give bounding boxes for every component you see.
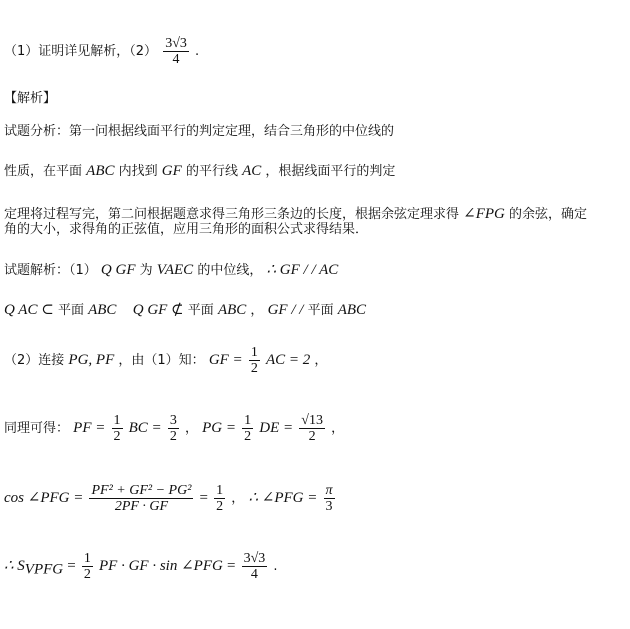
solution-line-3 [4, 345, 327, 376]
frac-den: 2 [250, 361, 258, 376]
frac-num: 1 [113, 413, 121, 428]
solution-line-2 [4, 302, 366, 319]
fraction [249, 345, 260, 376]
text: 平面 [187, 303, 214, 318]
fraction [214, 483, 225, 514]
frac-num: PF² + GF² − PG² [91, 483, 192, 498]
math: Q GF ⊄ [132, 302, 184, 318]
solution-line-5 [4, 483, 337, 514]
frac-den: 2 [216, 499, 224, 514]
math-subscript: VPFG [24, 561, 64, 578]
math: GF / / [267, 302, 304, 318]
text: ， [331, 421, 345, 436]
solution-line-6 [4, 551, 278, 582]
math: Q GF [100, 262, 136, 278]
math: PF = [73, 420, 106, 436]
math: ABC [88, 302, 117, 318]
text: （2）连接 [4, 353, 65, 368]
answer-part1: （1）证明详见解析，（2） [4, 44, 158, 59]
frac-num: 1 [83, 551, 91, 566]
fraction [82, 551, 93, 582]
fraction [324, 483, 335, 514]
math: ABC [337, 302, 367, 318]
math: VAEC [156, 262, 194, 278]
answer-frac-den: 4 [172, 52, 180, 67]
fraction [112, 413, 123, 444]
analysis-line-4: 角的大小，求得角的正弦值，应用三角形的面积公式求得结果． [4, 222, 369, 237]
analysis-line-2 [4, 163, 395, 180]
text: ， [184, 421, 198, 436]
frac-num: 3√3 [243, 551, 266, 566]
fraction [242, 413, 253, 444]
math: ∴ ∠PFG = [248, 490, 318, 506]
text: 同理可得： [4, 421, 70, 436]
math: ∴ S [4, 558, 25, 574]
frac-den: 2 [83, 567, 91, 582]
math: AC [242, 163, 262, 179]
math: Q AC ⊂ [4, 302, 54, 318]
text: 平面 [57, 303, 84, 318]
frac-num: 1 [244, 413, 252, 428]
text: ， [231, 491, 245, 506]
frac-num: 1 [250, 345, 258, 360]
math: GF = [208, 352, 243, 368]
text: 定理将过程写完，第二问根据题意求得三角形三条边的长度，根据余弦定理求得 [4, 207, 460, 222]
solution-line-4 [4, 413, 344, 444]
math: cos ∠PFG = [4, 490, 84, 506]
text: 的平行线 [185, 164, 238, 179]
frac-den: 3 [325, 499, 333, 514]
frac-den: 2 [169, 429, 177, 444]
text: 的余弦，确定 [509, 207, 588, 222]
text: ，由（1）知： [118, 353, 205, 368]
math: PG = [202, 420, 236, 436]
frac-num: 1 [216, 483, 224, 498]
analysis-heading: 【解析】 [4, 91, 57, 106]
text: 为 [139, 263, 153, 278]
fraction [242, 551, 268, 582]
answer-line [4, 36, 199, 67]
math: BC = [128, 420, 162, 436]
fraction [168, 413, 179, 444]
frac-num: √13 [301, 413, 323, 428]
math: = [199, 490, 209, 506]
text: ，根据线面平行的判定 [265, 164, 396, 179]
answer-fraction [163, 36, 189, 67]
fraction [299, 413, 325, 444]
text: ， [250, 303, 264, 318]
frac-num: 3 [169, 413, 177, 428]
answer-frac-num: 3√3 [165, 36, 187, 51]
math: ABC [86, 163, 115, 179]
frac-den: 2PF · GF [114, 499, 169, 514]
text: 试题解析：（1） [4, 263, 97, 278]
math: ABC [217, 302, 247, 318]
frac-den: 2 [308, 429, 316, 444]
math: PF · GF · sin ∠PFG [99, 558, 223, 574]
math: = [226, 558, 236, 574]
text: . [273, 559, 278, 574]
answer-end: . [195, 44, 200, 59]
frac-den: 2 [244, 429, 252, 444]
math: PG, PF [68, 352, 115, 368]
text: 的中位线， [197, 263, 263, 278]
text: 内找到 [118, 164, 158, 179]
frac-den: 2 [113, 429, 121, 444]
solution-line-1 [4, 262, 338, 279]
frac-den: 4 [250, 567, 258, 582]
analysis-line-1: 试题分析：第一问根据线面平行的判定定理，结合三角形的中位线的 [4, 124, 395, 139]
text: 平面 [307, 303, 334, 318]
math: ∠FPG [463, 206, 505, 222]
frac-num: π [325, 483, 333, 498]
math: = [67, 558, 76, 574]
math: DE = [259, 420, 294, 436]
fraction [89, 483, 193, 514]
math: AC = 2 [265, 352, 311, 368]
text: ， [314, 353, 328, 368]
analysis-line-3 [4, 206, 587, 223]
math: ∴ GF / / AC [266, 262, 339, 278]
math: GF [161, 163, 182, 179]
text: 性质，在平面 [4, 164, 83, 179]
